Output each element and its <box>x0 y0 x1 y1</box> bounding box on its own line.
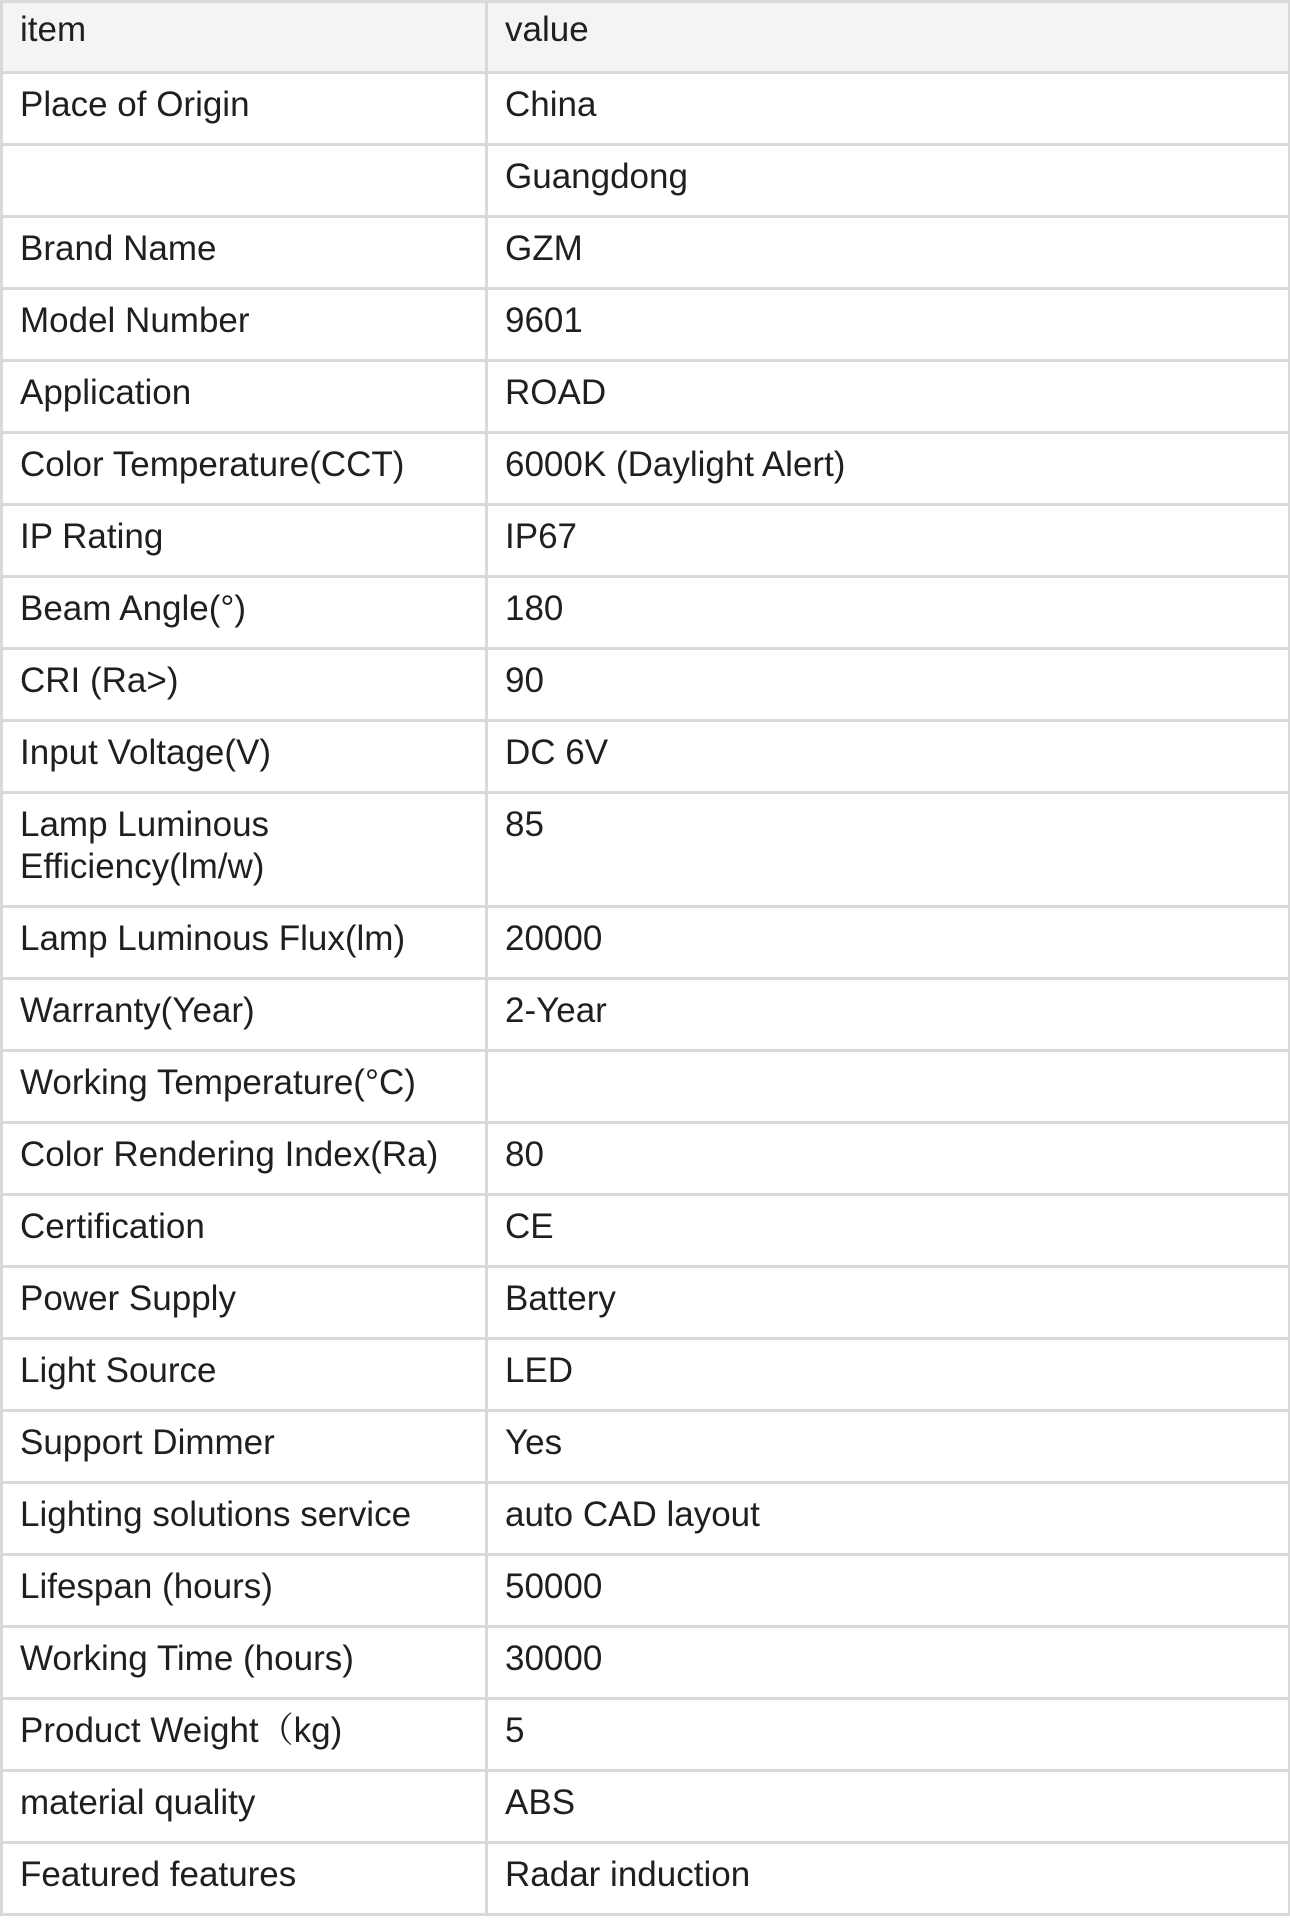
spec-table-body <box>2 73 1290 1915</box>
table-row <box>2 217 1290 289</box>
row-item-cell: IP Rating <box>2 505 487 577</box>
spec-table-header <box>2 2 1290 73</box>
row-value-cell <box>487 1051 1290 1123</box>
row-value-cell: ROAD <box>487 361 1290 433</box>
row-item-cell: Color Rendering Index(Ra) <box>2 1123 487 1195</box>
row-value-cell: Radar induction <box>487 1843 1290 1915</box>
row-item-cell: Certification <box>2 1195 487 1267</box>
row-item-cell: Model Number <box>2 289 487 361</box>
row-item-cell: Featured features <box>2 1843 487 1915</box>
table-row <box>2 361 1290 433</box>
row-value-cell: IP67 <box>487 505 1290 577</box>
row-value-cell: 50000 <box>487 1555 1290 1627</box>
row-value-cell: Guangdong <box>487 145 1290 217</box>
row-item-cell: Brand Name <box>2 217 487 289</box>
row-value-cell: GZM <box>487 217 1290 289</box>
row-item-cell: Working Time (hours) <box>2 1627 487 1699</box>
row-item-cell: Place of Origin <box>2 73 487 145</box>
row-item-cell: Product Weight（kg) <box>2 1699 487 1771</box>
row-value-cell: 5 <box>487 1699 1290 1771</box>
table-row <box>2 1339 1290 1411</box>
table-row <box>2 1627 1290 1699</box>
table-row <box>2 577 1290 649</box>
row-item-cell: Input Voltage(V) <box>2 721 487 793</box>
table-row <box>2 1195 1290 1267</box>
table-row <box>2 1483 1290 1555</box>
row-item-cell: Light Source <box>2 1339 487 1411</box>
header-row <box>2 2 1290 73</box>
row-value-cell: 80 <box>487 1123 1290 1195</box>
table-row <box>2 793 1290 907</box>
row-item-cell: Application <box>2 361 487 433</box>
row-value-cell: ABS <box>487 1771 1290 1843</box>
row-value-cell: 180 <box>487 577 1290 649</box>
row-item-cell: CRI (Ra>) <box>2 649 487 721</box>
row-item-cell: Support Dimmer <box>2 1411 487 1483</box>
table-row <box>2 1411 1290 1483</box>
table-row <box>2 649 1290 721</box>
table-row <box>2 505 1290 577</box>
row-item-cell: Lifespan (hours) <box>2 1555 487 1627</box>
table-row <box>2 1699 1290 1771</box>
row-item-cell: Color Temperature(CCT) <box>2 433 487 505</box>
row-value-cell: 90 <box>487 649 1290 721</box>
row-item-cell: Power Supply <box>2 1267 487 1339</box>
row-item-cell: Working Temperature(°C) <box>2 1051 487 1123</box>
table-row <box>2 721 1290 793</box>
table-row <box>2 1843 1290 1915</box>
table-row <box>2 1771 1290 1843</box>
row-value-cell: 6000K (Daylight Alert) <box>487 433 1290 505</box>
row-value-cell: Yes <box>487 1411 1290 1483</box>
header-value: value <box>487 2 1290 73</box>
table-row <box>2 289 1290 361</box>
row-value-cell: 30000 <box>487 1627 1290 1699</box>
table-row <box>2 1123 1290 1195</box>
row-value-cell: auto CAD layout <box>487 1483 1290 1555</box>
row-item-cell: Lamp Luminous Efficiency(lm/w) <box>2 793 487 907</box>
header-item: item <box>2 2 487 73</box>
row-value-cell: 9601 <box>487 289 1290 361</box>
row-value-cell: 85 <box>487 793 1290 907</box>
row-value-cell: CE <box>487 1195 1290 1267</box>
row-value-cell: DC 6V <box>487 721 1290 793</box>
table-row <box>2 907 1290 979</box>
row-value-cell: China <box>487 73 1290 145</box>
row-item-cell: material quality <box>2 1771 487 1843</box>
row-value-cell: 20000 <box>487 907 1290 979</box>
table-row <box>2 979 1290 1051</box>
row-value-cell: Battery <box>487 1267 1290 1339</box>
row-item-cell: Lamp Luminous Flux(lm) <box>2 907 487 979</box>
table-row <box>2 145 1290 217</box>
table-row <box>2 1051 1290 1123</box>
table-row <box>2 1555 1290 1627</box>
row-item-cell: Warranty(Year) <box>2 979 487 1051</box>
row-item-cell: Beam Angle(°) <box>2 577 487 649</box>
row-value-cell: LED <box>487 1339 1290 1411</box>
row-value-cell: 2-Year <box>487 979 1290 1051</box>
table-row <box>2 1267 1290 1339</box>
table-row <box>2 73 1290 145</box>
table-row <box>2 433 1290 505</box>
row-item-cell <box>2 145 487 217</box>
row-item-cell: Lighting solutions service <box>2 1483 487 1555</box>
